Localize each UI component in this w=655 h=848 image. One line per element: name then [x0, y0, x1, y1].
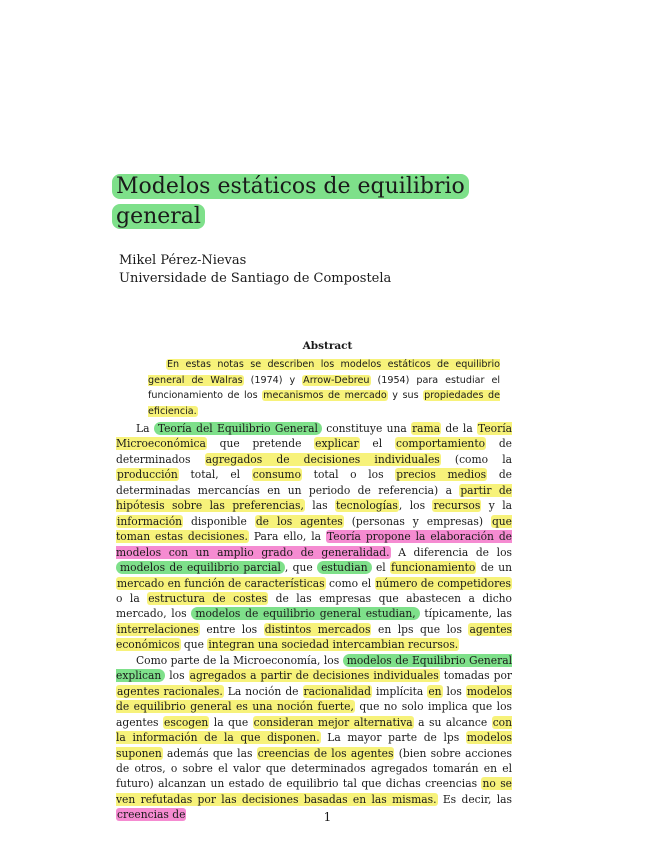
text: o la — [116, 591, 148, 605]
highlight-green: Teoría del Equilibrio General — [154, 422, 322, 435]
abstract-heading: Abstract — [302, 340, 353, 352]
highlight: funcionamiento — [391, 561, 476, 575]
text: que — [180, 638, 208, 652]
highlight: agentes racionales. — [117, 684, 223, 698]
highlight: comportamiento — [395, 437, 486, 451]
text: disponible — [183, 514, 255, 528]
text: la que — [209, 715, 253, 729]
text: total o los — [302, 468, 396, 482]
highlight: propiedades de eficiencia. — [148, 390, 501, 417]
highlight: número de competidores — [375, 576, 511, 590]
title-line-2: general — [112, 204, 205, 229]
highlight: modelos suponen — [116, 731, 512, 760]
text: Como parte de la Microeconomía, los — [136, 653, 343, 667]
text: La — [136, 422, 154, 435]
highlight-green: modelos de equilibrio general estudian, — [191, 607, 419, 620]
highlight: agregados a partir de decisiones individuales — [189, 669, 439, 683]
highlight: explicar — [315, 437, 359, 451]
text: constituye una — [321, 422, 412, 435]
text: el — [359, 437, 395, 451]
highlight: Teoría Microeconómica — [116, 422, 512, 451]
text: típicamente, las — [419, 607, 512, 621]
highlight-pink: creencias de — [117, 808, 186, 822]
text: de las empresas que abastecen a dicho mercado, los — [116, 591, 512, 621]
highlight: Arrow-Debreu — [303, 374, 370, 386]
text: tomadas por — [439, 669, 512, 683]
text: Para ello, la — [248, 530, 326, 544]
text: (1954) para estudiar el funcionamiento de los — [148, 374, 501, 401]
text: (bien sobre acciones de otros, o sobre el valor que determinados agregados tomarán en el futuro) alcanzan un estado de equilibrio tal que dichas creencias — [116, 746, 512, 791]
text: además que las — [162, 746, 257, 760]
body-text — [116, 421, 512, 823]
text: de determinadas mercancías en un periodo de referencia) a — [116, 468, 512, 497]
abstract-text — [148, 357, 500, 419]
paragraph-2 — [116, 653, 512, 823]
text: los — [442, 684, 466, 698]
text: (1974) y — [243, 374, 303, 386]
text: total, el — [178, 468, 252, 482]
highlight: información — [117, 514, 183, 528]
highlight: en — [428, 684, 442, 698]
highlight: escogen — [164, 715, 209, 729]
text: implícita — [371, 684, 428, 698]
highlight: agregados de decisiones individuales — [205, 452, 440, 466]
text: como el — [325, 576, 375, 590]
highlight: consumo — [252, 468, 302, 482]
text: A diferencia de los — [390, 545, 512, 559]
text: , los — [398, 499, 433, 513]
highlight: partir de hipótesis sobre las preferencias, — [116, 483, 512, 513]
paragraph-1 — [116, 421, 512, 653]
text: de un — [476, 561, 512, 575]
text: los — [165, 669, 189, 683]
text: y la — [481, 499, 512, 513]
highlight: distintos mercados — [264, 622, 371, 636]
text: , que — [284, 561, 318, 575]
text: de determinados — [116, 437, 512, 466]
text: que no solo implica que los agentes — [116, 700, 512, 729]
author-affiliation: Universidade de Santiago de Compostela — [119, 271, 392, 286]
highlight: de los agentes — [255, 514, 343, 528]
highlight: mecanismos de mercado — [263, 390, 387, 401]
author-block — [119, 252, 391, 288]
highlight: interrelaciones — [117, 622, 199, 636]
highlight: que toman estas decisiones. — [116, 514, 512, 544]
highlight: modelos de equilibrio general es una noción fuerte, — [116, 684, 512, 714]
highlight: estructura de costes — [148, 591, 268, 605]
highlight-green: estudian — [317, 561, 372, 574]
highlight-green: modelos de equilibrio parcial — [116, 561, 285, 574]
text: de la — [441, 422, 478, 435]
highlight: racionalidad — [303, 684, 371, 698]
text: La mayor parte de lps — [320, 731, 466, 745]
text: en lps que los — [371, 622, 469, 636]
highlight: rama — [412, 422, 441, 435]
text: Es decir, las — [437, 792, 513, 806]
title-line-1: Modelos estáticos de equilibrio — [112, 174, 469, 199]
highlight: con la información de la que disponen. — [116, 715, 512, 745]
highlight: precios medios — [396, 468, 487, 482]
highlight: En estas notas se describen los modelos estáticos de equilibrio general de Walras — [148, 359, 500, 386]
highlight: producción — [117, 468, 178, 482]
text: (como la — [440, 452, 512, 466]
highlight: integran una sociedad intercambian recursos. — [208, 638, 459, 652]
text: (personas y empresas) — [343, 514, 491, 528]
highlight: recursos — [433, 499, 481, 513]
author-name: Mikel Pérez-Nievas — [119, 253, 247, 268]
highlight: consideran mejor alternativa — [253, 715, 413, 729]
highlight: mercado en función de características — [117, 576, 325, 590]
highlight: agentes económicos — [116, 622, 513, 652]
text: La noción de — [223, 684, 303, 698]
highlight: tecnologías — [335, 499, 398, 513]
text: el — [371, 561, 391, 575]
text: entre los — [199, 622, 264, 636]
highlight-green: modelos de Equilibrio General explican — [116, 653, 512, 683]
text: y sus — [387, 390, 424, 401]
text: las — [304, 499, 335, 513]
highlight: creencias de los agentes — [257, 746, 394, 760]
highlight-pink: Teoría propone la elaboración de modelos con un amplio grado de generalidad. — [116, 530, 513, 559]
text: a su alcance — [413, 715, 492, 729]
paper-title — [112, 172, 492, 232]
highlight: no se ven refutadas por las decisiones basadas en las mismas. — [116, 777, 512, 806]
page-number: 1 — [323, 810, 332, 824]
text: que pretende — [206, 437, 315, 451]
